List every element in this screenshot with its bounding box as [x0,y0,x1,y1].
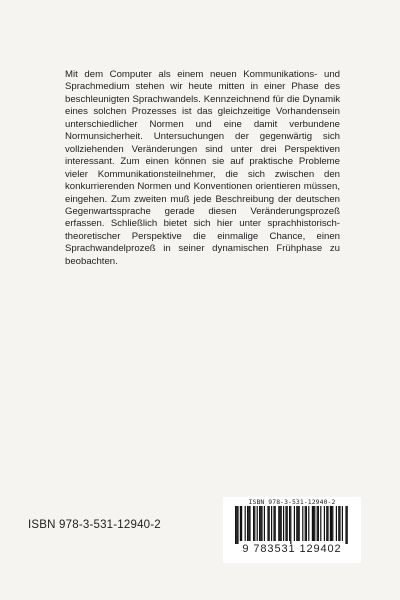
isbn-label: ISBN 978-3-531-12940-2 [28,519,161,531]
barcode-isbn-label: ISBN 978-3-531-12940-2 [248,498,336,506]
blurb-text [65,69,340,268]
barcode-icon [223,506,361,544]
barcode [223,497,361,563]
barcode-digits: 9 783531 129402 [242,543,342,555]
blurb-paragraph: Mit dem Computer als einem neuen Kommunikations- und Sprachmedium stehen wir heute mitten in einer Phase des beschleunigten Sprachwandels. Kennzeichnend für die Dynamik eines solchen Prozesses ist das gleichzeitige Vorhandensein unterschiedlicher Normen und eine damit verbundene Normunsicherheit. Untersuchungen der gegenwärtig sich vollziehenden Veränderungen sind unter drei Perspektiven interessant. Zum einen können sie auf praktische Probleme vieler Kommunikationsteilnehmer, die sich zwischen den konkurrierenden Normen und Konventionen orientieren müssen, eingehen. Zum zweiten muß jede Beschreibung der deutschen Gegenwartssprache gerade diesen Veränderungsprozeß erfassen. Schließlich bietet sich hier unter sprachhistorisch-theoretischer Perspektive die einmalige Chance, einen Sprachwandelprozeß in seiner dynamischen Frühphase zu beobachten. [65,69,340,267]
